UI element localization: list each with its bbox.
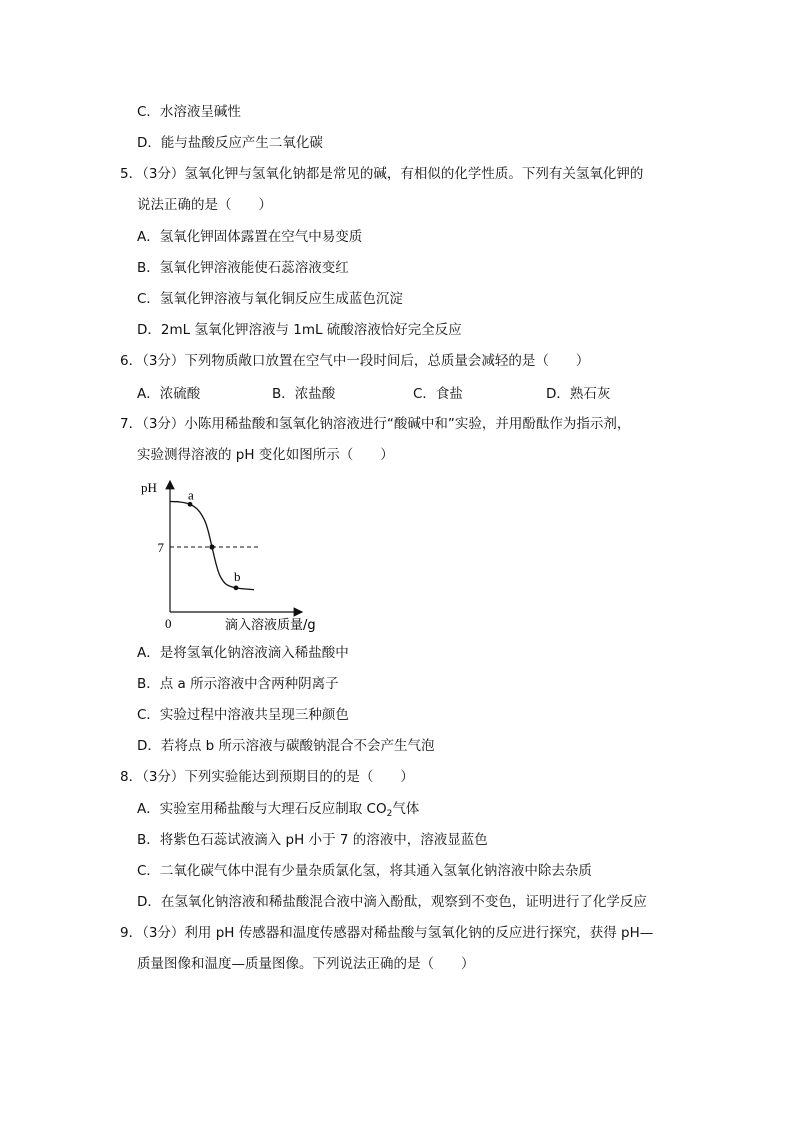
origin-label: 0 <box>165 616 172 631</box>
q5-option-c: C．氢氧化钾溶液与氧化铜反应生成蓝色沉淀 <box>137 291 403 307</box>
q5-stem-line2: 说法正确的是（ ） <box>137 197 272 213</box>
ph7-tick-label: 7 <box>157 540 164 555</box>
q8-option-a-subscript: 2 <box>386 809 393 819</box>
q9-stem-line1: 9．（3分）利用 pH 传感器和温度传感器对稀盐酸与氢氧化钠的反应进行探究，获得 pH— <box>120 925 654 941</box>
q7-option-a: A．是将氢氧化钠溶液滴入稀盐酸中 <box>137 645 349 661</box>
q6-options-row <box>137 385 697 403</box>
q5-option-b: B．氢氧化钾溶液能使石蕊溶液变红 <box>137 260 349 276</box>
q5-stem-line1: 5．（3分）氢氧化钾与氢氧化钠都是常见的碱，有相似的化学性质。下列有关氢氧化钾的 <box>120 166 644 182</box>
q8-option-c: C．二氧化碳气体中混有少量杂质氯化氢，将其通入氢氧化钠溶液中除去杂质 <box>137 863 592 879</box>
q8-option-b: B．将紫色石蕊试液滴入 pH 小于 7 的溶液中，溶液显蓝色 <box>137 832 488 848</box>
q7-stem-line2: 实验测得溶液的 pH 变化如图所示（ ） <box>137 447 394 463</box>
q7-stem-line1: 7．（3分）小陈用稀盐酸和氢氧化钠溶液进行“酸碱中和”实验，并用酚酞作为指示剂， <box>120 416 631 432</box>
q8-stem: 8．（3分）下列实验能达到预期目的的是（ ） <box>120 769 414 785</box>
q6-option-b: B．浓盐酸 <box>272 386 336 402</box>
q8-option-a-suffix: 气体 <box>392 801 420 817</box>
q7-option-c: C．实验过程中溶液共呈现三种颜色 <box>137 707 349 723</box>
q8-option-d: D．在氢氧化钠溶液和稀盐酸混合液中滴入酚酞，观察到不变色，证明进行了化学反应 <box>137 894 647 910</box>
neutral-point <box>209 544 214 549</box>
q4-option-d: D．能与盐酸反应产生二氧化碳 <box>137 135 323 151</box>
q8-option-a <box>137 800 419 818</box>
q5-option-a: A．氢氧化钾固体露置在空气中易变质 <box>137 229 363 245</box>
point-b-label: b <box>234 568 241 584</box>
q6-option-a: A．浓硫酸 <box>137 386 201 402</box>
q7-option-d: D．若将点 b 所示溶液与碳酸钠混合不会产生气泡 <box>137 738 435 754</box>
point-a <box>188 502 193 507</box>
q6-option-d: D．熟石灰 <box>546 386 611 402</box>
q5-option-d: D．2mL 氢氧化钾溶液与 1mL 硫酸溶液恰好完全反应 <box>137 322 462 338</box>
point-a-label: a <box>188 487 194 503</box>
q4-option-c: C．水溶液呈碱性 <box>137 104 241 120</box>
ph-change-chart <box>130 475 340 635</box>
q8-option-a-text: A．实验室用稀盐酸与大理石反应制取 CO <box>137 801 387 817</box>
y-axis-label: pH <box>141 480 157 495</box>
q7-option-b: B．点 a 所示溶液中含两种阴离子 <box>137 676 339 692</box>
q9-stem-line2: 质量图像和温度—质量图像。下列说法正确的是（ ） <box>137 956 475 972</box>
q6-option-c: C．食盐 <box>413 386 463 402</box>
point-b <box>234 585 239 590</box>
x-axis-label: 滴入溶液质量/g <box>225 618 316 633</box>
q6-stem: 6．（3分）下列物质敞口放置在空气中一段时间后，总质量会减轻的是（ ） <box>120 353 590 369</box>
